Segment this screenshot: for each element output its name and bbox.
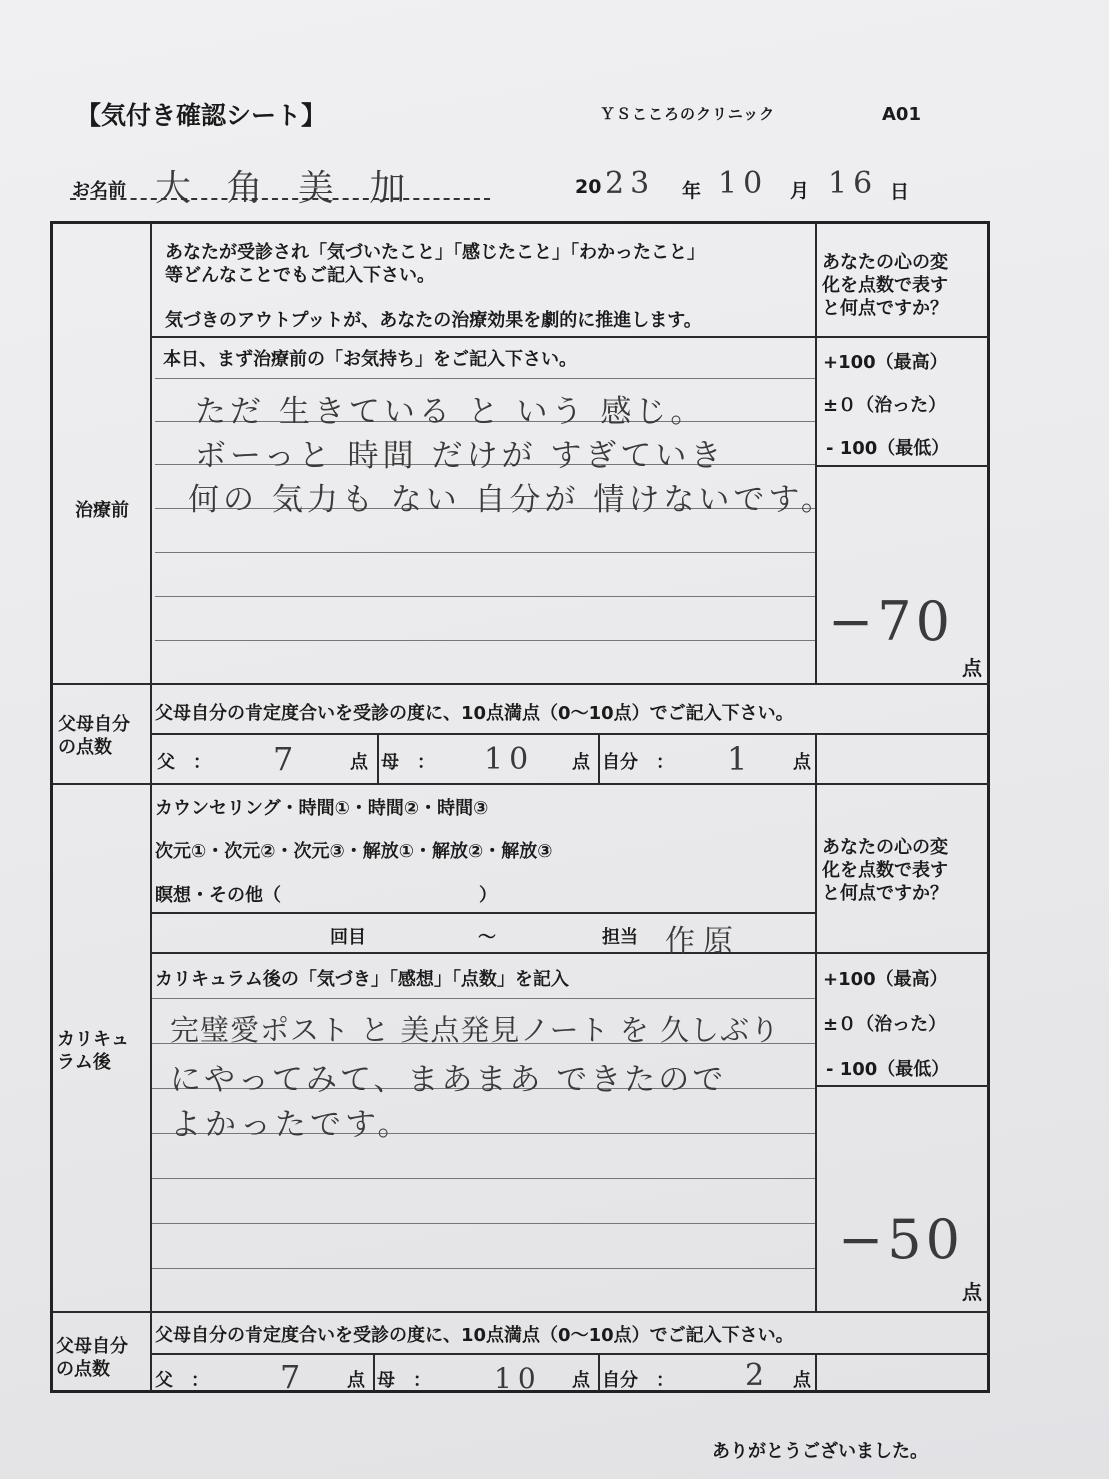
parents2-self-unit: 点 [793,1370,811,1391]
curriculum-handwritten-line-2: にやってみて、まあまあ できたので [170,1062,727,1098]
parents1-label-line-2: の点数 [58,737,112,758]
score-column-divider-parents1 [815,733,817,783]
parents2-father-label: 父 ： [155,1370,209,1391]
ruled-line [152,1268,815,1269]
intro-line-2: 等どんなことでもご記入下さい。 [165,265,435,286]
parents1-divider-b [598,733,600,783]
parents2-self-label: 自分 ： [602,1370,674,1391]
date-day: 16 [828,166,879,201]
score-question-line-2: 化を点数で表す [822,275,948,296]
sheet-title: 【気付き確認シート】 [76,101,327,130]
parents2-label-line-1: 父母自分 [56,1336,128,1357]
parents1-mother-label: 母 ： [381,752,435,773]
score-column-divider-parents2 [815,1353,817,1391]
day-label: 日 [890,181,910,203]
curriculum-score-question-1: あなたの心の変 [822,837,948,858]
row-divider-curriculum [52,1311,990,1313]
row-divider-parents1-inner [150,733,990,735]
parents1-father-value: 7 [273,740,294,778]
score-question-line-1: あなたの心の変 [822,252,948,273]
intro-line-1: あなたが受診され「気づいたこと」「感じたこと」「わかったこと」 [165,242,705,263]
session-tilde: 〜 [478,927,496,948]
curriculum-prompt: カリキュラム後の「気づき」「感想」「点数」を記入 [155,969,569,990]
scale-divider-after [815,1085,990,1087]
ruled-line [155,596,815,597]
before-handwritten-line-1: ただ 生きている と いう 感じ。 [195,394,706,430]
parents2-mother-value: 10 [494,1362,542,1395]
before-score-unit: 点 [962,656,982,680]
parents2-mother-unit: 点 [572,1370,590,1391]
session-count-label: 回目 [330,927,366,948]
score-column-divider-curriculum [815,783,817,1311]
parents1-mother-value: 10 [484,742,535,777]
date-year: 23 [605,166,656,201]
label-column-divider [150,223,152,1391]
ruled-line [155,378,815,379]
row-divider-parents1 [52,783,990,785]
scale-high: +100（最高） [823,352,948,373]
month-label: 月 [790,180,810,202]
before-prompt: 本日、まず治療前の「お気持ち」をご記入下さい。 [163,349,577,370]
ruled-line [152,1178,815,1179]
parents2-mother-label: 母 ： [377,1370,431,1391]
date-prefix: 20 [575,176,602,198]
parents1-label-line-1: 父母自分 [58,714,130,735]
curriculum-handwritten-line-3: よかったです。 [170,1107,413,1143]
curriculum-handwritten-line-1: 完璧愛ポスト と 美点発見ノート を 久しぶり [170,1013,781,1047]
before-handwritten-line-2: ボーっと 時間 だけが すぎていき [195,438,726,474]
curriculum-options-3: 瞑想・その他（ ） [155,885,497,906]
section-label-curriculum-1: カリキュ [57,1029,129,1050]
name-underline [70,198,490,200]
curriculum-score-question-3: と何点ですか？ [822,883,948,904]
curriculum-score-question-2: 化を点数で表す [822,860,948,881]
parents2-label-line-2: の点数 [56,1359,110,1380]
year-label: 年 [682,180,702,202]
curriculum-scale-mid: ±０（治った） [823,1014,947,1035]
row-divider-session-bottom [150,952,990,954]
parents2-divider-a [373,1353,375,1391]
thanks-message: ありがとうございました。 [712,1441,928,1462]
curriculum-options-2: 次元①・次元②・次元③・解放①・解放②・解放③ [155,841,553,862]
intro-line-3: 気づきのアウトプットが、あなたの治療効果を劇的に推進します。 [165,310,702,331]
name-label: お名前 [72,180,126,201]
before-score-value: −70 [828,590,954,653]
parents1-father-label: 父 ： [157,752,211,773]
curriculum-score-value: −50 [838,1208,964,1271]
parents2-self-value: 2 [745,1358,765,1393]
staff-value: 作原 [665,924,741,959]
before-handwritten-line-3: 何の 気力も ない 自分が 情けないです。 [188,482,836,518]
staff-label: 担当 [602,927,638,948]
row-divider-before [52,683,990,685]
name-value: 大 角 美 加 [155,168,418,209]
date-month: 10 [718,166,769,201]
scale-divider-before [815,465,990,467]
curriculum-options-1: カウンセリング・時間①・時間②・時間③ [155,798,489,819]
parents1-divider-a [377,733,379,783]
scale-mid: ±０（治った） [823,395,947,416]
parents1-mother-unit: 点 [572,752,590,773]
curriculum-score-unit: 点 [962,1280,982,1304]
row-divider-intro [150,336,990,338]
scale-low: - 100（最低） [826,438,950,459]
ruled-line [155,640,815,641]
parents2-divider-b [598,1353,600,1391]
clinic-name: ＹＳこころのクリニック [600,105,776,123]
curriculum-scale-high: +100（最高） [823,969,948,990]
section-label-curriculum-2: ラム後 [57,1052,111,1073]
score-column-divider-top [815,223,817,683]
parents1-instruction: 父母自分の肯定度合いを受診の度に、10点満点（0〜10点）でご記入下さい。 [155,703,794,724]
parents1-self-label: 自分 ： [602,752,674,773]
score-question-line-3: と何点ですか？ [822,298,948,319]
row-divider-session-top [150,912,815,914]
parents2-father-value: 7 [280,1358,301,1396]
parents1-self-value: 1 [727,740,748,778]
row-divider-parents2-inner [150,1353,990,1355]
section-label-before: 治療前 [75,500,129,521]
parents2-instruction: 父母自分の肯定度合いを受診の度に、10点満点（0〜10点）でご記入下さい。 [155,1325,794,1346]
parents1-father-unit: 点 [350,752,368,773]
curriculum-scale-low: - 100（最低） [826,1059,950,1080]
parents1-self-unit: 点 [793,752,811,773]
sheet-code: A01 [882,104,921,125]
ruled-line [152,1223,815,1224]
ruled-line [152,998,815,999]
ruled-line [155,552,815,553]
parents2-father-unit: 点 [347,1370,365,1391]
